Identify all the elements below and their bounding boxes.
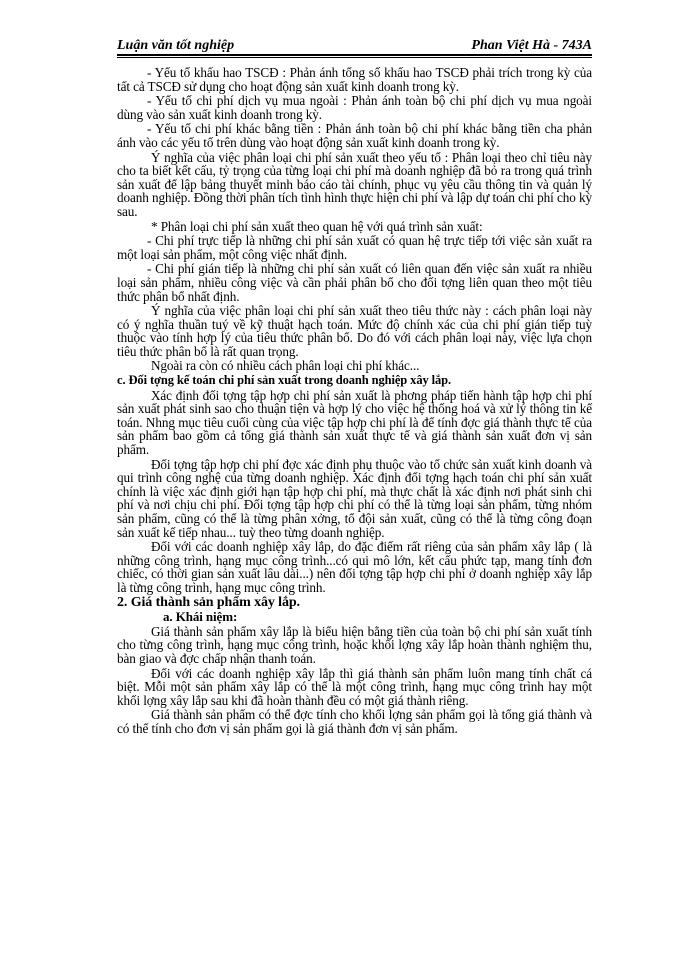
header-thesis-title: Luận văn tốt nghiệp [117,38,235,53]
paragraph-2-3: Giá thành sản phẩm có thể đợc tính cho khối lợng sản phẩm gọi là tổng giá thành và có thể tính cho đơn vị sản phẩm gọi là giá thành đơn vị sản phẩm. [117,707,592,736]
paragraph-2-1: Giá thành sản phẩm xây lắp là biểu hiện bằng tiền của toàn bộ chi phí sản xuất tính cho từng công trình, hạng mục công trình, hoặc khối lợng xây lắp hoàn thành nghiệm thu, bàn giao và đợc chấp nhận thanh toán. [117,623,592,666]
header-author: Phan Việt Hà - 743A [471,38,592,53]
paragraph-c-3: Đối với các doanh nghiệp xây lắp, do đặc điểm rất riêng của sản phẩm xây lắp ( là những công trình, hạng mục công trình...có qui mô lớn, kết cấu phức tạp, mang tính đơn chiếc, có thời gian sản xuất lâu dài...) nên đối tợng tập hợp chi phí ở doanh nghiệp xây lắp là từng công trình, hạng mục công trình. [117,539,592,595]
paragraph-depreciation: - Yếu tố khấu hao TSCĐ : Phản ánh tổng số khấu hao TSCĐ phải trích trong kỳ của tất cả TSCĐ sử dụng cho hoạt động sản xuất kinh doanh trong kỳ. [117,65,592,94]
paragraph-c-2: Đối tợng tập hợp chi phí đợc xác định phụ thuộc vào tổ chức sản xuất kinh doanh và qui trình công nghệ của từng doanh nghiệp. Xác định đối tợng hạch toán chi phí sản xuất chính là việc xác định giới hạn tập hợp chi phí, mà thực chất là xác định nơi phát sinh chi phí và nơi chịu chi phí. Đối tợng tập hợp chi phí có thể là từng loại sản phẩm, từng nhóm sản phẩm, cũng có thể là từng phân xởng, tổ đội sản xuất, cũng có thể là từng công đoạn sản xuất kế tiếp nhau... tuỳ theo từng doanh nghiệp. [117,456,592,540]
subheading-a: a. Khái niệm: [163,609,238,625]
paragraph-outsourced-services: - Yếu tố chi phí dịch vụ mua ngoài : Phản ánh toàn bộ chi phí dịch vụ mua ngoài dùng vào sản xuất kinh doanh trong kỳ. [117,93,592,122]
paragraph-direct-costs: - Chi phí trực tiếp là những chi phí sản xuất có quan hệ trực tiếp tới việc sản xuất ra một loại sản phẩm, một công việc nhất định. [117,233,592,262]
paragraph-meaning-by-criteria: Ý nghĩa của việc phân loại chi phí sản xuất theo tiêu thức này : cách phân loại này có ý nghĩa thuần tuý về kỹ thuật hạch toán. Mức độ chính xác của chi phí gián tiếp tuỳ thuộc vào tính hợp lý của tiêu thức phân bổ. Do đó với cách phân loại này, việc lựa chọn tiêu thức phân bổ là rất quan trọng. [117,303,592,359]
paragraph-c-1: Xác định đối tợng tập hợp chi phí sản xuất là phơng pháp tiến hành tập hợp chi phí sản xuất phát sinh sao cho thuận tiện và hợp lý cho việc hệ thống hoá và xử lý thông tin kế toán. Nhng mục tiêu cuối cùng của việc tập hợp chi phí là để tính đợc giá thành thực tế của sản phẩm bao gồm cả tổng giá thành sản xuất thực tế và giá thành sản xuất đơn vị sản phẩm. [117,387,592,458]
paragraph-meaning-by-element: Ý nghĩa của việc phân loại chi phí sản xuất theo yếu tố : Phân loại theo chỉ tiêu này cho ta biết kết cấu, tỷ trọng của từng loại chi phí mà doanh nghiệp đã bỏ ra trong quá trình sản xuất để lập bảng thuyết minh báo cáo tài chính, phục vụ yêu cầu thông tin và quản lý doanh nghiệp. Đồng thời phân tích tình hình thực hiện chi phí và lập dự toán chi phí cho kỳ sau. [117,149,592,219]
paragraph-indirect-costs: - Chi phí gián tiếp là những chi phí sản xuất có liên quan đến việc sản xuất ra nhiều loại sản phẩm, nhiều công việc và cần phải phân bổ cho đối tợng liên quan theo một tiêu thức phân bổ nhất định. [117,261,592,304]
page-body [117,66,592,737]
paragraph-2-2: Đối với các doanh nghiệp xây lắp thì giá thành sản phẩm luôn mang tính chất cá biệt. Mỗi một sản phẩm xây lắp có thể là một công trình, hạng mục công trình hay một khối lợng xây lắp sau khi đã hoàn thành đều có một giá thành riêng. [117,665,592,708]
section-2-heading: 2. Giá thành sản phẩm xây lắp. [117,594,300,610]
paragraph-other-classifications: Ngoài ra còn có nhiều cách phân loại chi phí khác... [151,358,420,374]
header-rule-thin [117,57,592,58]
header-rule [117,54,592,56]
paragraph-classification-relation: * Phân loại chi phí sản xuất theo quan hệ với quá trình sản xuất: [151,218,483,234]
paragraph-other-cash-costs: - Yếu tố chi phí khác bằng tiền : Phản ánh toàn bộ chi phí khác bằng tiền cha phản ánh vào các yếu tố trên dùng vào hoạt động sản xuất kinh doanh trong kỳ. [117,121,592,150]
subheading-c: c. Đối tợng kế toán chi phí sản xuất trong doanh nghiệp xây lắp. [117,373,452,388]
page-header [117,38,592,58]
